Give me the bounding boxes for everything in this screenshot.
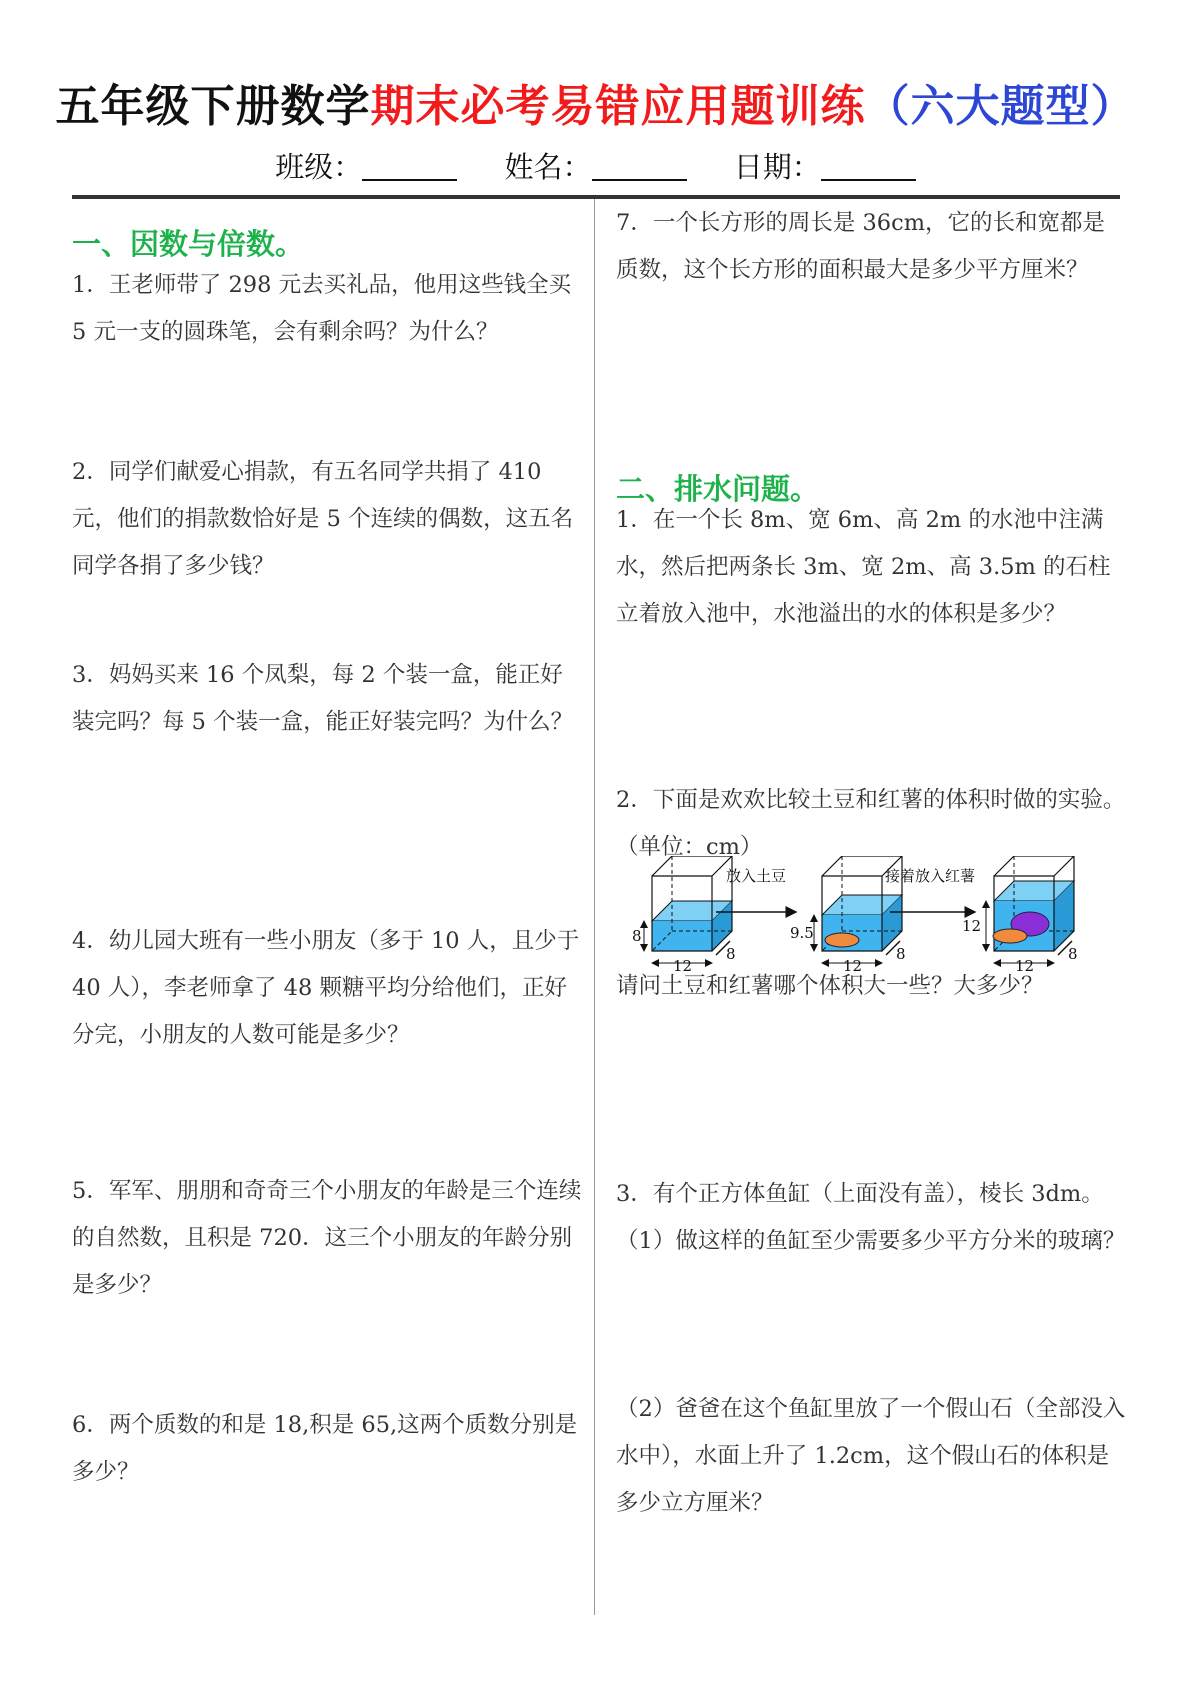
question-1-3: 3．妈妈买来 16 个凤梨，每 2 个装一盒，能正好装完吗？每 5 个装一盒，能正好装完吗？为什么？ (72, 662, 574, 735)
question-2-3: 3．有个正方体鱼缸（上面没有盖），棱长 3dm。（1）做这样的鱼缸至少需要多少平方分米的玻璃？ (616, 1181, 1126, 1254)
tank-3 (962, 856, 1078, 974)
question-2-2: 2．下面是欢欢比较土豆和红薯的体积时做的实验。（单位：cm） (616, 787, 1126, 860)
question-1-2: 2．同学们献爱心捐款，有五名同学共捐了 410 元，他们的捐款数恰好是 5 个连续的偶数，这五名同学各捐了多少钱？ (72, 459, 574, 579)
header-rule (72, 195, 1120, 199)
arrow-label-potato: 放入土豆 (726, 867, 787, 885)
date-label: 日期： (733, 150, 821, 184)
class-label: 班级： (275, 150, 363, 184)
question-1-4: 4．幼儿园大班有一些小朋友（多于 10 人，且少于 40 人），李老师拿了 48 颗糖平均分给他们，正好分完，小朋友的人数可能是多少？ (72, 928, 580, 1048)
name-blank[interactable] (592, 179, 687, 181)
title-part-grade: 五年级下册数学 (55, 81, 371, 132)
question-2-3-part2: （2）爸爸在这个鱼缸里放了一个假山石（全部没入水中），水面上升了 1.2cm，这个假山石的体积是多少立方厘米？ (616, 1396, 1126, 1516)
name-label: 姓名： (504, 150, 592, 184)
potato-shape (993, 929, 1027, 943)
height-label: 9.5 (790, 924, 814, 942)
title-part-types: （六大题型） (865, 81, 1136, 132)
section-heading-displacement: 二、排水问题。 (616, 472, 820, 506)
question-1-6: 6．两个质数的和是 18,积是 65,这两个质数分别是多少？ (72, 1412, 578, 1485)
width-label: 8 (1068, 945, 1078, 963)
width-label: 8 (726, 945, 736, 963)
question-2-1: 1．在一个长 8m、宽 6m、高 2m 的水池中注满水，然后把两条长 3m、宽 2m、高 3.5m 的石柱立着放入池中，水池溢出的水的体积是多少？ (616, 507, 1111, 627)
length-label: 12 (843, 957, 863, 974)
page-title (0, 70, 1191, 134)
class-blank[interactable] (362, 179, 457, 181)
potato-shape (825, 933, 859, 947)
question-1-5: 5．军军、朋朋和奇奇三个小朋友的年龄是三个连续的自然数，且积是 720．这三个小朋友的年龄分别是多少？ (72, 1178, 582, 1298)
length-label: 12 (1015, 957, 1035, 974)
height-label: 12 (962, 917, 982, 935)
tank-1 (632, 856, 736, 974)
question-1-1: 1．王老师带了 298 元去买礼品，他用这些钱全买 5 元一支的圆珠笔，会有剩余吗？为什么？ (72, 272, 572, 345)
column-divider (594, 199, 595, 1615)
student-info (0, 145, 1191, 186)
question-1-7: 7．一个长方形的周长是 36cm，它的长和宽都是质数，这个长方形的面积最大是多少平方厘米？ (616, 210, 1106, 283)
section-heading-factors: 一、因数与倍数。 (72, 227, 305, 261)
arrow-label-yam: 接着放入红薯 (885, 867, 976, 885)
height-label: 8 (632, 927, 642, 945)
date-blank[interactable] (821, 179, 916, 181)
title-part-topic: 期末必考易错应用题训练 (370, 81, 866, 132)
width-label: 8 (896, 945, 906, 963)
experiment-diagram (620, 856, 1080, 974)
length-label: 12 (673, 957, 693, 974)
question-2-2-ask: 请问土豆和红薯哪个体积大一些？大多少？ (616, 973, 1044, 999)
